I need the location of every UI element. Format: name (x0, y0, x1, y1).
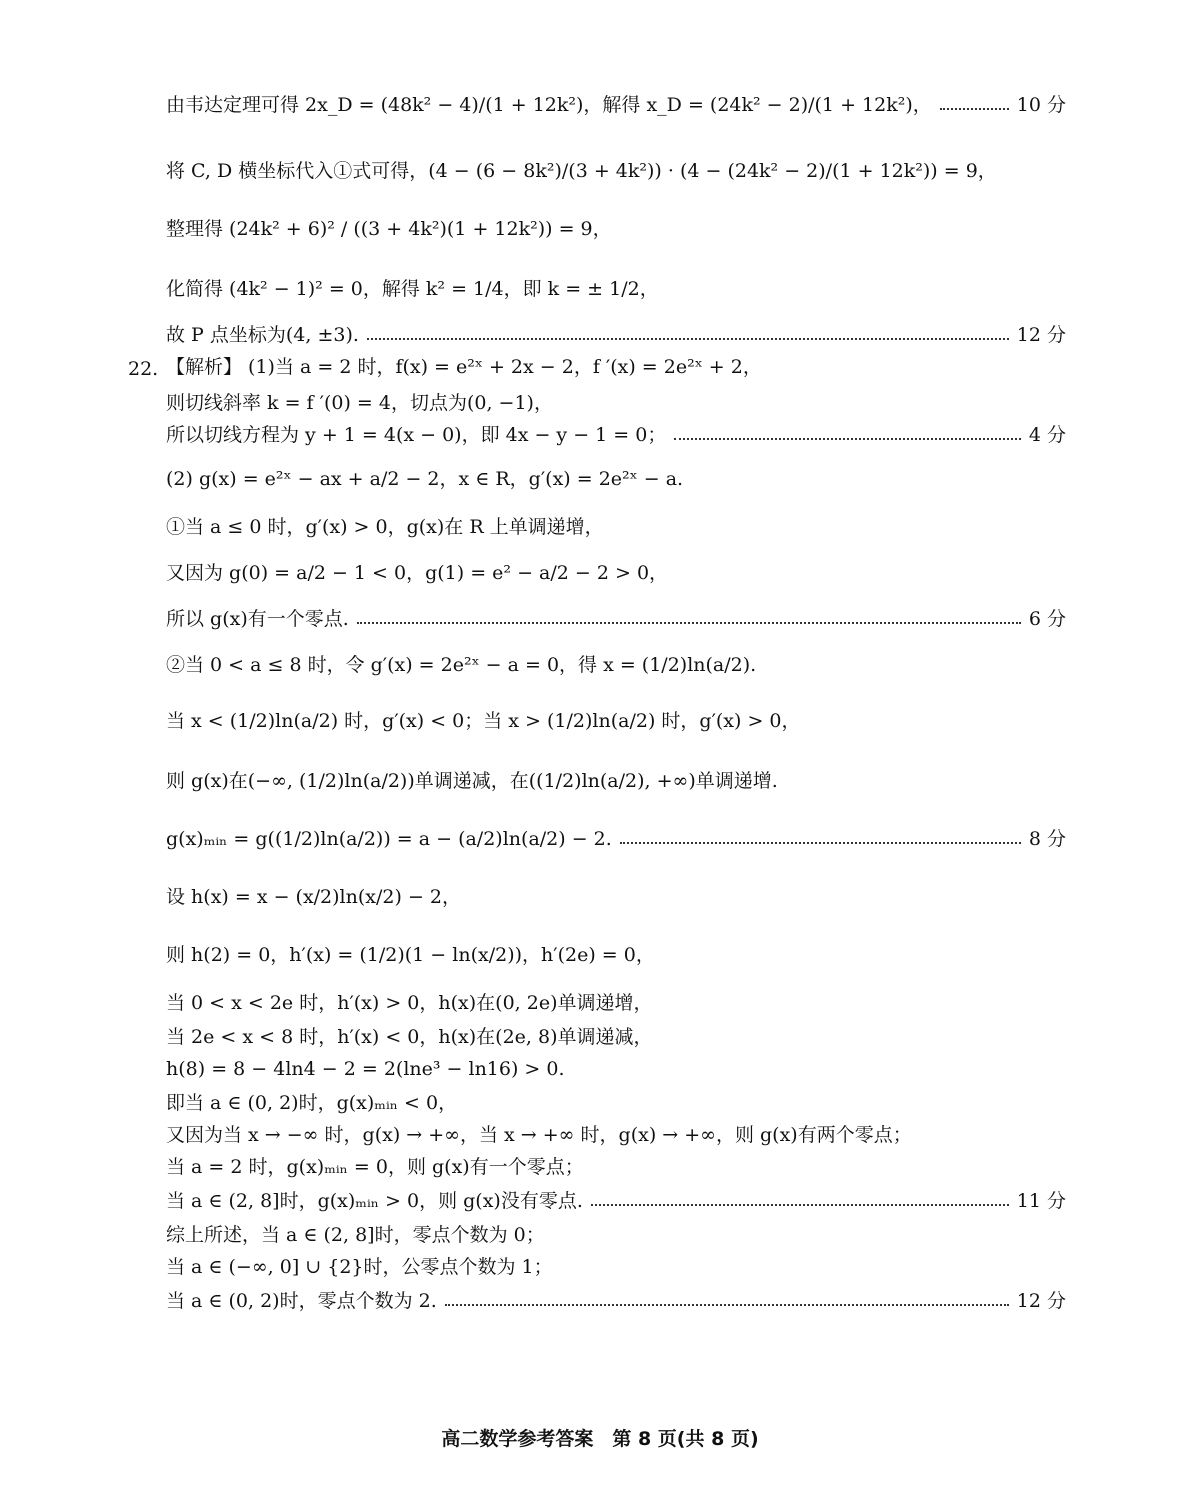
score-leader-dots (445, 1304, 1009, 1306)
line-text: 当 2e < x < 8 时，h′(x) < 0，h(x)在(2e, 8)单调递减， (166, 1026, 653, 1048)
page-footer: 高二数学参考答案 第 8 页(共 8 页) (441, 1428, 759, 1450)
solution-line (166, 518, 1066, 537)
solution-line (166, 426, 1066, 445)
line-text: 当 a ∈ (−∞, 0] ∪ {2}时，公零点个数为 1； (166, 1256, 553, 1278)
solution-line (166, 610, 1066, 629)
solution-line (166, 1192, 1066, 1211)
line-text: 由韦达定理可得 2x_D = (48k² − 4)/(1 + 12k²)，解得 x_D = (24k² − 2)/(1 + 12k²)， (166, 94, 932, 116)
solution-line (166, 1060, 1066, 1079)
score-mark: 8 分 (1028, 828, 1066, 850)
score-leader-dots (367, 338, 1009, 340)
score-leader-dots (940, 108, 1009, 110)
line-text: ②当 0 < a ≤ 8 时，令 g′(x) = 2e²ˣ − a = 0，得 x = (1/2)ln(a/2). (166, 654, 757, 676)
score-mark: 12 分 (1016, 1290, 1066, 1312)
line-text: 综上所述，当 a ∈ (2, 8]时，零点个数为 0； (166, 1224, 545, 1246)
line-text: 当 0 < x < 2e 时，h′(x) > 0，h(x)在(0, 2e)单调递增， (166, 992, 653, 1014)
line-text: 即当 a ∈ (0, 2)时，g(x)ₘᵢₙ < 0， (166, 1092, 458, 1114)
score-mark: 11 分 (1016, 1190, 1066, 1212)
solution-line (166, 96, 1066, 115)
score-leader-dots (357, 622, 1021, 624)
line-text: 又因为当 x → −∞ 时，g(x) → +∞，当 x → +∞ 时，g(x) → +∞，则 g(x)有两个零点； (166, 1124, 912, 1146)
solution-line (166, 888, 1066, 907)
solution-line (166, 394, 1066, 413)
line-text: 所以 g(x)有一个零点. (166, 608, 349, 630)
score-leader-dots (591, 1204, 1009, 1206)
solution-line (166, 1258, 1066, 1277)
line-text: 化简得 (4k² − 1)² = 0，解得 k² = 1/4，即 k = ± 1/2， (166, 278, 659, 300)
line-text: 则 h(2) = 0，h′(x) = (1/2)(1 − ln(x/2))，h′(2e) = 0， (166, 944, 655, 966)
solution-line (166, 220, 1066, 239)
line-text: 故 P 点坐标为(4, ±3). (166, 324, 359, 346)
line-text: 又因为 g(0) = a/2 − 1 < 0，g(1) = e² − a/2 − 2 > 0， (166, 562, 669, 584)
solution-line (166, 994, 1066, 1013)
solution-line (166, 1028, 1066, 1047)
solution-line (166, 712, 1066, 731)
line-text: 所以切线方程为 y + 1 = 4(x − 0)，即 4x − y − 1 = 0； (166, 424, 667, 446)
solution-line (166, 1226, 1066, 1245)
line-text: h(8) = 8 − 4ln4 − 2 = 2(lne³ − ln16) > 0. (166, 1058, 565, 1080)
line-text: (2) g(x) = e²ˣ − ax + a/2 − 2，x ∈ R，g′(x) = 2e²ˣ − a. (166, 468, 684, 490)
line-text: 当 a ∈ (2, 8]时，g(x)ₘᵢₙ > 0，则 g(x)没有零点. (166, 1190, 583, 1212)
line-text: 则切线斜率 k = f ′(0) = 4，切点为(0, −1)， (166, 392, 553, 414)
line-text: 当 x < (1/2)ln(a/2) 时，g′(x) < 0；当 x > (1/2)ln(a/2) 时，g′(x) > 0， (166, 710, 801, 732)
score-mark: 12 分 (1016, 324, 1066, 346)
solution-line (166, 280, 1066, 299)
solution-line (166, 564, 1066, 583)
solution-line (166, 470, 1066, 489)
line-text: 将 C, D 横坐标代入①式可得，(4 − (6 − 8k²)/(3 + 4k²)) · (4 − (24k² − 2)/(1 + 12k²)) = 9， (166, 160, 997, 182)
solution-line (166, 830, 1066, 849)
line-text: 当 a = 2 时，g(x)ₘᵢₙ = 0，则 g(x)有一个零点； (166, 1156, 584, 1178)
score-leader-dots (674, 438, 1021, 440)
solution-line (166, 1126, 1066, 1145)
solution-line (166, 772, 1066, 791)
line-text: 整理得 (24k² + 6)² / ((3 + 4k²)(1 + 12k²)) = 9， (166, 218, 612, 240)
solution-line (166, 162, 1066, 181)
question-number: 22. (128, 358, 159, 380)
solution-line (166, 656, 1066, 675)
line-text: ①当 a ≤ 0 时，g′(x) > 0，g(x)在 R 上单调递增， (166, 516, 604, 538)
solution-line (166, 358, 1066, 377)
line-text: 设 h(x) = x − (x/2)ln(x/2) − 2， (166, 886, 461, 908)
line-text: g(x)ₘᵢₙ = g((1/2)ln(a/2)) = a − (a/2)ln(a/2) − 2. (166, 828, 612, 850)
line-text: 【解析】 (1)当 a = 2 时，f(x) = e²ˣ + 2x − 2，f ′(x) = 2e²ˣ + 2， (166, 356, 762, 378)
score-mark: 6 分 (1028, 608, 1066, 630)
solution-line (166, 1292, 1066, 1311)
line-text: 当 a ∈ (0, 2)时，零点个数为 2. (166, 1290, 437, 1312)
solution-line (166, 1158, 1066, 1177)
score-leader-dots (620, 842, 1021, 844)
solution-line (166, 946, 1066, 965)
line-text: 则 g(x)在(−∞, (1/2)ln(a/2))单调递减，在((1/2)ln(a/2), +∞)单调递增. (166, 770, 778, 792)
score-mark: 10 分 (1016, 94, 1066, 116)
solution-line (166, 1094, 1066, 1113)
score-mark: 4 分 (1028, 424, 1066, 446)
solution-line (166, 326, 1066, 345)
